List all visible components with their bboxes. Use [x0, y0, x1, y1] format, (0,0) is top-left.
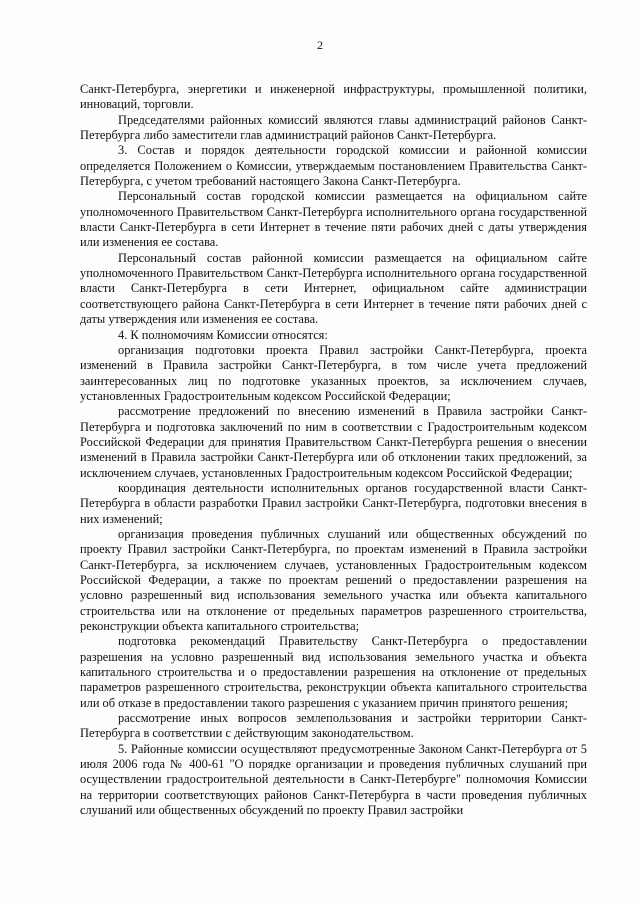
paragraph-power-3: координация деятельности исполнительных органов государственной власти Санкт-Петербурга в области разработки Правил застройки Санкт-Петербурга, подготовки внесения в них изменений;: [80, 480, 587, 526]
paragraph-district-commission-staff: Персональный состав районной комиссии размещается на официальном сайте уполномоченного Правительством Санкт-Петербурга исполнительного органа государственной власти Санкт-Петербурга в сети Интернет, официальном сайте администрации соответствующего района Санкт-Петербурга в сети Интернет в течение пяти рабочих дней с даты утверждения или изменения ее состава.: [80, 250, 587, 327]
document-body: [80, 82, 587, 819]
paragraph-continuation: Санкт-Петербурга, энергетики и инженерной инфраструктуры, промышленной политики, инноваций, торговли.: [80, 82, 587, 112]
paragraph-chairs: Председателями районных комиссий являются главы администраций районов Санкт-Петербурга либо заместители глав администраций районов Санкт-Петербурга.: [80, 112, 587, 143]
page-number: 2: [317, 38, 323, 52]
paragraph-city-commission-staff: Персональный состав городской комиссии размещается на официальном сайте уполномоченного Правительством Санкт-Петербурга исполнительного органа государственной власти Санкт-Петербурга в сети Интернет в течение пяти рабочих дней с даты утверждения или изменения ее состава.: [80, 189, 587, 250]
paragraph-power-1: организация подготовки проекта Правил застройки Санкт-Петербурга, проекта изменений в Правила застройки Санкт-Петербурга, в том числе учета предложений заинтересованных лиц по подготовке указанных проектов, за исключением случаев, установленных Градостроительным кодексом Российской Федерации;: [80, 342, 587, 403]
paragraph-item-5: 5. Районные комиссии осуществляют предусмотренные Законом Санкт-Петербурга от 5 июля 2006 года № 400-61 "О порядке организации и проведения публичных слушаний при осуществлении градостроительной деятельности в Санкт-Петербурге" полномочия Комиссии на территории соответствующих районов Санкт-Петербурга в части проведения публичных слушаний или общественных обсуждений по проекту Правил застройки: [80, 741, 587, 818]
paragraph-power-6: рассмотрение иных вопросов землепользования и застройки территории Санкт-Петербурга в соответствии с действующим законодательством.: [80, 711, 587, 741]
paragraph-power-5: подготовка рекомендаций Правительству Санкт-Петербурга о предоставлении разрешения на условно разрешенный вид использования земельного участка и объекта капитального строительства и о предоставлении разрешения на отклонение от предельных параметров разрешенного строительства, реконструкции объекта капитального строительства или об отказе в предоставлении такого разрешения с указанием причин принятого решения;: [80, 634, 587, 710]
paragraph-item-4: 4. К полномочиям Комиссии относятся:: [118, 327, 328, 342]
paragraph-power-4: организация проведения публичных слушаний или общественных обсуждений по проекту Правил застройки Санкт-Петербурга, по проектам изменений в Правила застройки Санкт-Петербурга, за исключением случаев, установленных Градостроительным кодексом Российской Федерации, а также по проектам решений о предоставлении разрешения на условно разрешенный вид использования земельного участка или объекта капитального строительства или на отклонение от предельных параметров разрешенного строительства, реконструкции объекта капитального строительства;: [80, 526, 587, 634]
paragraph-power-2: рассмотрение предложений по внесению изменений в Правила застройки Санкт-Петербурга и подготовка заключений по ним в соответствии с Градостроительным кодексом Российской Федерации для принятия Правительством Санкт-Петербурга решения о внесении изменений в Правила застройки Санкт-Петербурга или об отклонении таких предложений, за исключением случаев, установленных Градостроительным кодексом Российской Федерации;: [80, 404, 587, 480]
paragraph-item-3: 3. Состав и порядок деятельности городской комиссии и районной комиссии определяется Положением о Комиссии, утверждаемым постановлением Правительства Санкт-Петербурга, с учетом требований настоящего Закона Санкт-Петербурга.: [80, 143, 587, 189]
